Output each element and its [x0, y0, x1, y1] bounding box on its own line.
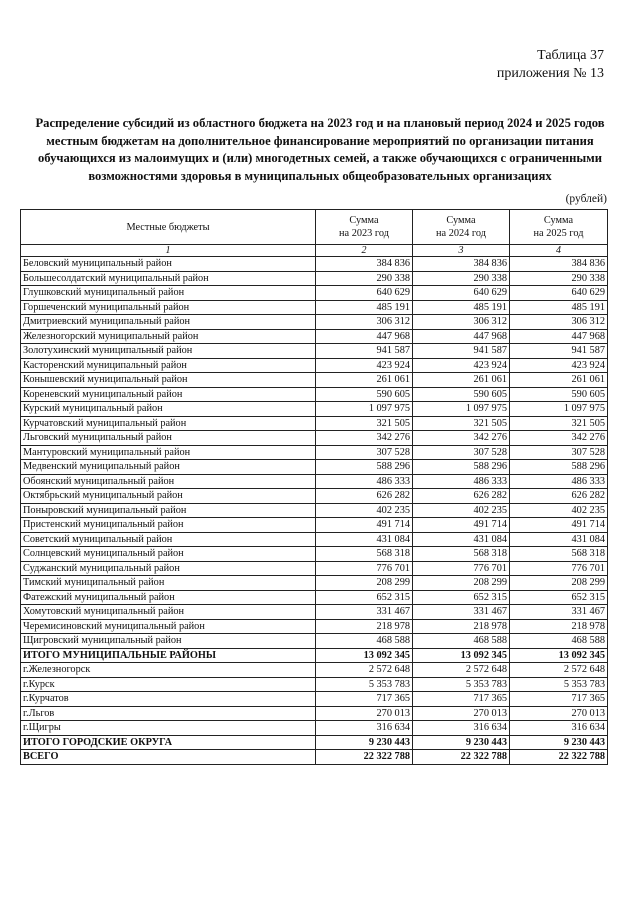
- amount-2024-cell: 307 528: [413, 445, 510, 460]
- table-row: [21, 460, 608, 475]
- amount-2025-cell: 652 315: [510, 590, 608, 605]
- budget-name-cell: Медвенский муниципальный район: [21, 460, 316, 475]
- amount-2024-cell: 331 467: [413, 605, 510, 620]
- amount-2023-cell: 307 528: [316, 445, 413, 460]
- amount-2025-cell: 486 333: [510, 474, 608, 489]
- table-row: [21, 315, 608, 330]
- budget-name-cell: г.Льгов: [21, 706, 316, 721]
- budget-name-cell: Обоянский муниципальный район: [21, 474, 316, 489]
- amount-2023-cell: 491 714: [316, 518, 413, 533]
- amount-2024-cell: 590 605: [413, 387, 510, 402]
- budget-name-cell: г.Щигры: [21, 721, 316, 736]
- amount-2024-cell: 208 299: [413, 576, 510, 591]
- amount-2024-cell: 2 572 648: [413, 663, 510, 678]
- table-row: [21, 445, 608, 460]
- amount-2025-cell: 485 191: [510, 300, 608, 315]
- amount-2023-cell: 9 230 443: [316, 735, 413, 750]
- budget-name-cell: Кореневский муниципальный район: [21, 387, 316, 402]
- amount-2025-cell: 447 968: [510, 329, 608, 344]
- amount-2024-cell: 342 276: [413, 431, 510, 446]
- amount-2025-cell: 1 097 975: [510, 402, 608, 417]
- amount-2025-cell: 468 588: [510, 634, 608, 649]
- amount-2025-cell: 331 467: [510, 605, 608, 620]
- amount-2025-cell: 22 322 788: [510, 750, 608, 765]
- table-row: [21, 561, 608, 576]
- amount-2025-cell: 13 092 345: [510, 648, 608, 663]
- amount-2024-cell: 306 312: [413, 315, 510, 330]
- table-row: [21, 257, 608, 272]
- budget-name-cell: Беловский муниципальный район: [21, 257, 316, 272]
- amount-2025-cell: 491 714: [510, 518, 608, 533]
- column-header-2024: Сумма на 2024 год: [413, 210, 510, 245]
- amount-2023-cell: 486 333: [316, 474, 413, 489]
- amount-2025-cell: 290 338: [510, 271, 608, 286]
- budget-name-cell: Щигровский муниципальный район: [21, 634, 316, 649]
- budget-name-cell: г.Курчатов: [21, 692, 316, 707]
- amount-2023-cell: 290 338: [316, 271, 413, 286]
- amount-2024-cell: 261 061: [413, 373, 510, 388]
- amount-2023-cell: 588 296: [316, 460, 413, 475]
- amount-2023-cell: 468 588: [316, 634, 413, 649]
- document-title: Распределение субсидий из областного бюджета на 2023 год и на плановый период 2024 и 2025 годов местным бюджетам на дополнительное финансирование мероприятий по организации питания обучающихся из малоимущих и (или) многодетных семей, а также обучающихся с ограниченными возможностями здоровья в муниципальных общеобразовательных организациях: [35, 116, 605, 183]
- amount-2025-cell: 941 587: [510, 344, 608, 359]
- column-index: 2: [316, 245, 413, 257]
- table-row: [21, 329, 608, 344]
- table-row: [21, 416, 608, 431]
- budget-name-cell: Солнцевский муниципальный район: [21, 547, 316, 562]
- budget-name-cell: Мантуровский муниципальный район: [21, 445, 316, 460]
- amount-2023-cell: 717 365: [316, 692, 413, 707]
- amount-2025-cell: 2 572 648: [510, 663, 608, 678]
- amount-2024-cell: 22 322 788: [413, 750, 510, 765]
- budget-name-cell: Черемисиновский муниципальный район: [21, 619, 316, 634]
- table-row: [21, 706, 608, 721]
- amount-2025-cell: 640 629: [510, 286, 608, 301]
- amount-2023-cell: 321 505: [316, 416, 413, 431]
- amount-2024-cell: 9 230 443: [413, 735, 510, 750]
- amount-2023-cell: 776 701: [316, 561, 413, 576]
- budget-name-cell: Касторенский муниципальный район: [21, 358, 316, 373]
- table-row: [21, 358, 608, 373]
- budget-name-cell: Хомутовский муниципальный район: [21, 605, 316, 620]
- amount-2024-cell: 1 097 975: [413, 402, 510, 417]
- budget-name-cell: Большесолдатский муниципальный район: [21, 271, 316, 286]
- budget-name-cell: Курчатовский муниципальный район: [21, 416, 316, 431]
- budget-name-cell: Льговский муниципальный район: [21, 431, 316, 446]
- amount-2025-cell: 776 701: [510, 561, 608, 576]
- amount-2023-cell: 208 299: [316, 576, 413, 591]
- amount-2025-cell: 316 634: [510, 721, 608, 736]
- table-row: [21, 590, 608, 605]
- amount-2024-cell: 423 924: [413, 358, 510, 373]
- budget-name-cell: Тимский муниципальный район: [21, 576, 316, 591]
- table-row: [21, 547, 608, 562]
- amount-2023-cell: 22 322 788: [316, 750, 413, 765]
- table-row: [21, 373, 608, 388]
- table-row: [21, 271, 608, 286]
- amount-2023-cell: 5 353 783: [316, 677, 413, 692]
- amount-2025-cell: 402 235: [510, 503, 608, 518]
- table-row: [21, 576, 608, 591]
- budget-name-cell: Конышевский муниципальный район: [21, 373, 316, 388]
- table-total-row: [21, 750, 608, 765]
- amount-2023-cell: 261 061: [316, 373, 413, 388]
- budget-name-cell: Октябрьский муниципальный район: [21, 489, 316, 504]
- amount-2023-cell: 2 572 648: [316, 663, 413, 678]
- column-header-budgets: Местные бюджеты: [21, 210, 316, 245]
- column-header-2025: Сумма на 2025 год: [510, 210, 608, 245]
- amount-2024-cell: 626 282: [413, 489, 510, 504]
- amount-2024-cell: 491 714: [413, 518, 510, 533]
- table-row: [21, 489, 608, 504]
- amount-2025-cell: 218 978: [510, 619, 608, 634]
- table-row: [21, 532, 608, 547]
- budget-name-cell: Горшеченский муниципальный район: [21, 300, 316, 315]
- amount-2024-cell: 270 013: [413, 706, 510, 721]
- budget-name-cell: Дмитриевский муниципальный район: [21, 315, 316, 330]
- amount-2024-cell: 316 634: [413, 721, 510, 736]
- table-row: [21, 619, 608, 634]
- table-row: [21, 431, 608, 446]
- table-row: [21, 344, 608, 359]
- subsidy-table: [20, 209, 608, 765]
- budget-name-cell: Курский муниципальный район: [21, 402, 316, 417]
- amount-2023-cell: 941 587: [316, 344, 413, 359]
- amount-2024-cell: 776 701: [413, 561, 510, 576]
- budget-name-cell: Железногорский муниципальный район: [21, 329, 316, 344]
- table-row: [21, 387, 608, 402]
- amount-2024-cell: 941 587: [413, 344, 510, 359]
- amount-2025-cell: 270 013: [510, 706, 608, 721]
- amount-2025-cell: 431 084: [510, 532, 608, 547]
- amount-2023-cell: 640 629: [316, 286, 413, 301]
- amount-2025-cell: 306 312: [510, 315, 608, 330]
- amount-2025-cell: 423 924: [510, 358, 608, 373]
- table-row: [21, 677, 608, 692]
- amount-2023-cell: 1 097 975: [316, 402, 413, 417]
- amount-2023-cell: 447 968: [316, 329, 413, 344]
- amount-2025-cell: 5 353 783: [510, 677, 608, 692]
- amount-2025-cell: 717 365: [510, 692, 608, 707]
- table-row: [21, 721, 608, 736]
- table-row: [21, 402, 608, 417]
- amount-2023-cell: 13 092 345: [316, 648, 413, 663]
- budget-name-cell: ИТОГО МУНИЦИПАЛЬНЫЕ РАЙОНЫ: [21, 648, 316, 663]
- column-index: 3: [413, 245, 510, 257]
- table-body: [21, 257, 608, 765]
- amount-2024-cell: 5 353 783: [413, 677, 510, 692]
- table-row: [21, 692, 608, 707]
- amount-2024-cell: 321 505: [413, 416, 510, 431]
- budget-name-cell: Пристенский муниципальный район: [21, 518, 316, 533]
- budget-name-cell: ИТОГО ГОРОДСКИЕ ОКРУГА: [21, 735, 316, 750]
- amount-2025-cell: 568 318: [510, 547, 608, 562]
- amount-2023-cell: 423 924: [316, 358, 413, 373]
- amount-2023-cell: 270 013: [316, 706, 413, 721]
- table-row: [21, 474, 608, 489]
- amount-2023-cell: 568 318: [316, 547, 413, 562]
- amount-2023-cell: 316 634: [316, 721, 413, 736]
- column-header-2023: Сумма на 2023 год: [316, 210, 413, 245]
- amount-2024-cell: 568 318: [413, 547, 510, 562]
- amount-2025-cell: 626 282: [510, 489, 608, 504]
- amount-2024-cell: 447 968: [413, 329, 510, 344]
- budget-name-cell: Глушковский муниципальный район: [21, 286, 316, 301]
- amount-2024-cell: 431 084: [413, 532, 510, 547]
- amount-2024-cell: 486 333: [413, 474, 510, 489]
- amount-2025-cell: 342 276: [510, 431, 608, 446]
- table-row: [21, 634, 608, 649]
- amount-2025-cell: 307 528: [510, 445, 608, 460]
- table-total-row: [21, 735, 608, 750]
- column-index: 4: [510, 245, 608, 257]
- amount-2025-cell: 9 230 443: [510, 735, 608, 750]
- budget-name-cell: Поныровский муниципальный район: [21, 503, 316, 518]
- amount-2023-cell: 384 836: [316, 257, 413, 272]
- amount-2024-cell: 485 191: [413, 300, 510, 315]
- amount-2025-cell: 384 836: [510, 257, 608, 272]
- amount-2024-cell: 588 296: [413, 460, 510, 475]
- amount-2023-cell: 402 235: [316, 503, 413, 518]
- amount-2023-cell: 218 978: [316, 619, 413, 634]
- table-row: [21, 286, 608, 301]
- amount-2024-cell: 468 588: [413, 634, 510, 649]
- amount-2025-cell: 321 505: [510, 416, 608, 431]
- amount-2024-cell: 13 092 345: [413, 648, 510, 663]
- table-header-row: [21, 210, 608, 245]
- amount-2025-cell: 261 061: [510, 373, 608, 388]
- amount-2024-cell: 290 338: [413, 271, 510, 286]
- amount-2025-cell: 208 299: [510, 576, 608, 591]
- amount-2024-cell: 402 235: [413, 503, 510, 518]
- amount-2023-cell: 485 191: [316, 300, 413, 315]
- budget-name-cell: Советский муниципальный район: [21, 532, 316, 547]
- budget-name-cell: г.Курск: [21, 677, 316, 692]
- column-index: 1: [21, 245, 316, 257]
- amount-2023-cell: 306 312: [316, 315, 413, 330]
- amount-2023-cell: 331 467: [316, 605, 413, 620]
- amount-2023-cell: 431 084: [316, 532, 413, 547]
- table-row: [21, 300, 608, 315]
- table-row: [21, 605, 608, 620]
- amount-2023-cell: 590 605: [316, 387, 413, 402]
- currency-unit: (рублей): [565, 193, 607, 205]
- appendix-number: приложения № 13: [496, 66, 604, 81]
- amount-2023-cell: 342 276: [316, 431, 413, 446]
- amount-2023-cell: 626 282: [316, 489, 413, 504]
- budget-name-cell: Золотухинский муниципальный район: [21, 344, 316, 359]
- table-row: [21, 663, 608, 678]
- amount-2024-cell: 640 629: [413, 286, 510, 301]
- amount-2024-cell: 218 978: [413, 619, 510, 634]
- budget-name-cell: г.Железногорск: [21, 663, 316, 678]
- amount-2023-cell: 652 315: [316, 590, 413, 605]
- budget-name-cell: Фатежский муниципальный район: [21, 590, 316, 605]
- amount-2024-cell: 717 365: [413, 692, 510, 707]
- table-total-row: [21, 648, 608, 663]
- column-index-row: [21, 245, 608, 257]
- table-row: [21, 503, 608, 518]
- amount-2025-cell: 590 605: [510, 387, 608, 402]
- table-number: Таблица 37: [537, 48, 604, 63]
- budget-name-cell: ВСЕГО: [21, 750, 316, 765]
- table-row: [21, 518, 608, 533]
- amount-2024-cell: 384 836: [413, 257, 510, 272]
- amount-2024-cell: 652 315: [413, 590, 510, 605]
- budget-name-cell: Суджанский муниципальный район: [21, 561, 316, 576]
- amount-2025-cell: 588 296: [510, 460, 608, 475]
- document-reference: [497, 47, 604, 83]
